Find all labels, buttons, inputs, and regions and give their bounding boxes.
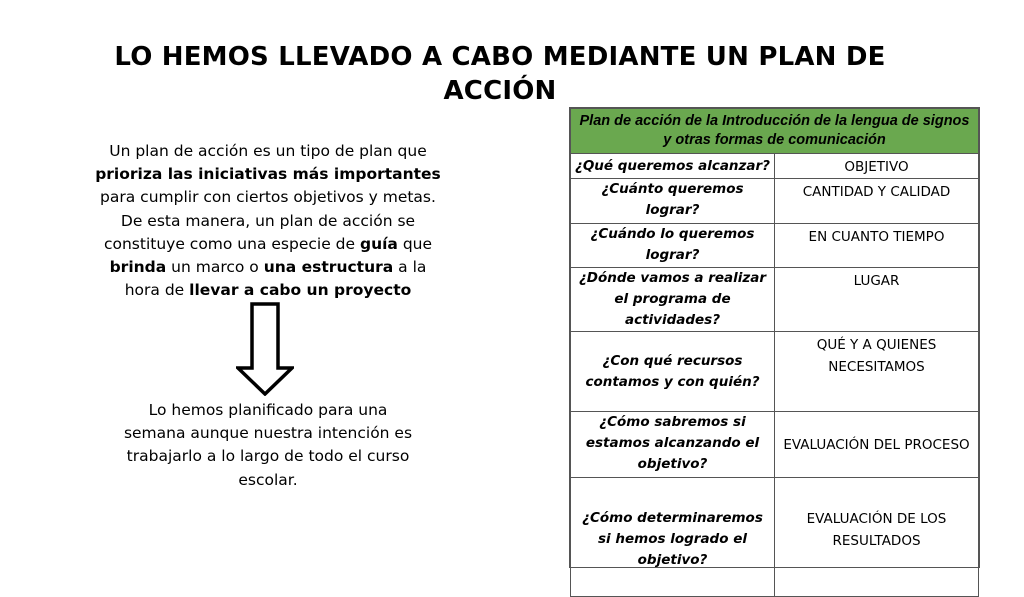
table-row — [571, 154, 979, 179]
question-cell: ¿Cómo sabremos si estamos alcanzando el objetivo? — [571, 412, 775, 478]
down-arrow-icon — [236, 302, 294, 396]
answer-cell: EVALUACIÓN DEL PROCESO — [775, 412, 979, 478]
intro-bold-brinda: brinda — [109, 258, 167, 277]
intro-text-1: Un plan de acción es un tipo de plan que — [109, 142, 427, 160]
intro-text-5: que — [402, 234, 433, 253]
slide-title — [60, 40, 940, 108]
title-line-2: ACCIÓN — [443, 76, 557, 106]
answer-cell: OBJETIVO — [775, 154, 979, 179]
question-cell: ¿Con qué recursos contamos y con quién? — [571, 332, 775, 412]
table-row — [571, 179, 979, 224]
plan-paragraph: Lo hemos planificado para una semana aunque nuestra intención es trabajarlo a lo largo de todo el curso escolar. — [123, 401, 413, 489]
intro-bold-proyecto: llevar a cabo un proyecto — [189, 281, 412, 300]
question-cell: ¿Cómo determinaremos si hemos logrado el objetivo? — [571, 478, 775, 597]
table-row — [571, 412, 979, 478]
intro-text-3: para cumplir con ciertos objetivos y metas. De esta manera, un plan de acción se constituye como una especie de — [100, 188, 436, 253]
action-plan-table — [569, 107, 980, 568]
table-row — [571, 332, 979, 412]
intro-bold-estructura: una estructura — [263, 258, 394, 277]
definition-paragraph — [92, 140, 444, 302]
question-cell: ¿Cuándo lo queremos lograr? — [571, 224, 775, 268]
answer-cell: QUÉ Y A QUIENES NECESITAMOS — [775, 332, 979, 412]
intro-text-9: a la hora de — [124, 258, 427, 300]
answer-cell: EN CUANTO TIEMPO — [775, 224, 979, 268]
answer-cell: LUGAR — [775, 268, 979, 332]
intro-text-7: un marco o — [171, 258, 259, 277]
intro-bold-prioriza: prioriza las iniciativas más importantes — [95, 165, 441, 184]
intro-bold-guia: guía — [359, 234, 398, 253]
table-row — [571, 268, 979, 332]
table-row — [571, 224, 979, 268]
title-line-1: LO HEMOS LLEVADO A CABO MEDIANTE UN PLAN DE — [114, 42, 886, 72]
question-cell: ¿Qué queremos alcanzar? — [571, 154, 775, 179]
table-header: Plan de acción de la Introducción de la lengua de signos y otras formas de comunicación — [571, 109, 979, 154]
table-row — [571, 478, 979, 597]
answer-cell: CANTIDAD Y CALIDAD — [775, 179, 979, 224]
question-cell: ¿Dónde vamos a realizar el programa de actividades? — [571, 268, 775, 332]
question-cell: ¿Cuánto queremos lograr? — [571, 179, 775, 224]
answer-cell: EVALUACIÓN DE LOS RESULTADOS — [775, 478, 979, 597]
